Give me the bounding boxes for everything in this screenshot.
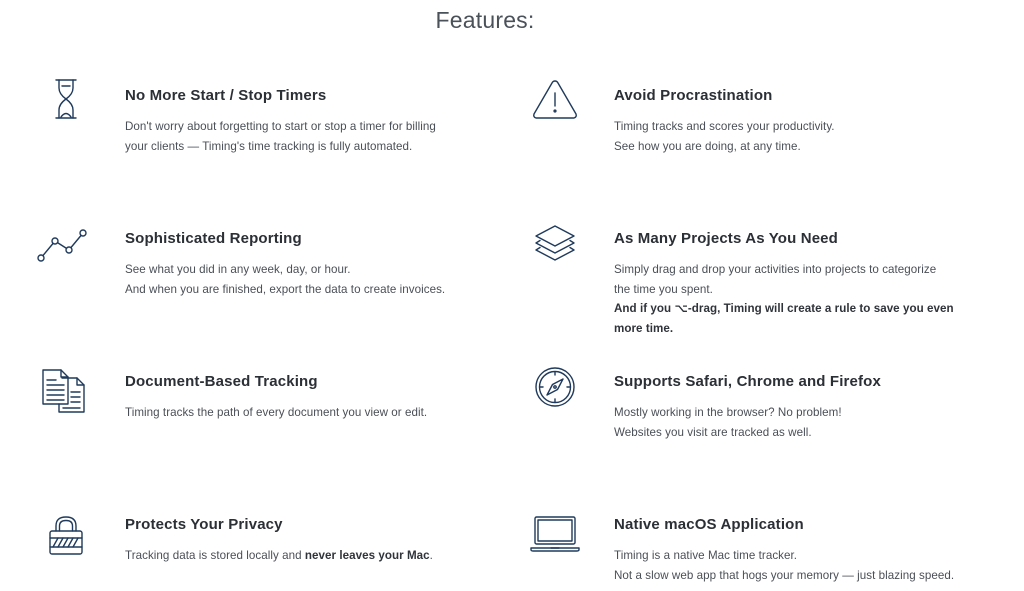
- feature-description: See what you did in any week, day, or hour. And when you are finished, export the data to create invoices.: [125, 263, 446, 296]
- feature-description: Timing tracks the path of every document you view or edit.: [125, 406, 428, 419]
- feature-avoid-procrastination: [614, 87, 994, 156]
- line-chart-icon: [35, 222, 87, 274]
- feature-title: Protects Your Privacy: [125, 516, 283, 533]
- feature-browser-support: [614, 373, 994, 442]
- feature-title: Supports Safari, Chrome and Firefox: [614, 373, 881, 390]
- feature-title: Native macOS Application: [614, 516, 804, 533]
- feature-description: Don't worry about forgetting to start or stop a timer for billing your clients — Timing's time tracking is fully automated.: [125, 120, 436, 153]
- page-title: Features:: [435, 7, 535, 33]
- feature-many-projects: [614, 230, 994, 338]
- hourglass-icon: [40, 77, 92, 129]
- feature-native-macos: [614, 516, 994, 585]
- feature-no-more-timers: [125, 87, 505, 156]
- feature-title: No More Start / Stop Timers: [125, 87, 327, 104]
- feature-description: Simply drag and drop your activities into projects to categorize the time you spent. And if you ⌥-drag, Timing will create a rule to save you even more time.: [614, 263, 954, 335]
- feature-title: Sophisticated Reporting: [125, 230, 302, 247]
- feature-title: Avoid Procrastination: [614, 87, 773, 104]
- feature-title: Document-Based Tracking: [125, 373, 318, 390]
- feature-description: Timing is a native Mac time tracker. Not a slow web app that hogs your memory — just blazing speed.: [614, 549, 955, 582]
- feature-description: Timing tracks and scores your productivity. See how you are doing, at any time.: [614, 120, 835, 153]
- feature-document-tracking: [125, 373, 505, 423]
- feature-title: As Many Projects As You Need: [614, 230, 838, 247]
- documents-icon: [40, 367, 92, 419]
- feature-privacy: [125, 516, 505, 566]
- layers-icon: [529, 222, 581, 274]
- warning-triangle-icon: [529, 77, 581, 129]
- compass-icon: [529, 367, 581, 419]
- feature-description: Mostly working in the browser? No problem! Websites you visit are tracked as well.: [614, 406, 842, 439]
- feature-sophisticated-reporting: [125, 230, 505, 299]
- feature-description: Tracking data is stored locally and never leaves your Mac.: [125, 549, 433, 562]
- padlock-icon: [40, 514, 92, 566]
- laptop-icon: [529, 514, 581, 566]
